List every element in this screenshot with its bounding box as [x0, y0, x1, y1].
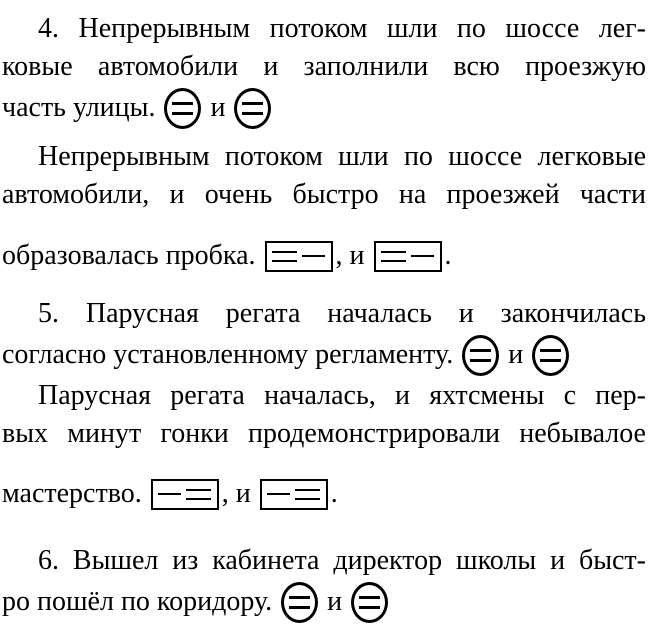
- line-text: ро пошёл по коридору.: [2, 586, 273, 617]
- exercise-5-compound-scheme-line: [2, 476, 646, 512]
- double-line-glyph: [242, 102, 263, 115]
- single-line-glyph: [411, 255, 434, 257]
- predicate-circle-icon: [462, 335, 499, 376]
- period-text: .: [330, 478, 338, 509]
- double-line-glyph: [172, 102, 193, 115]
- predicate-circle-icon: [164, 88, 201, 129]
- double-line-glyph: [470, 349, 491, 362]
- exercise-6-line-1: 6. Вышел из кабинета директор школы и быст-: [38, 545, 646, 576]
- conjunction-text: и: [508, 339, 524, 370]
- exercise-4-compound-scheme-line: [2, 238, 646, 274]
- exercise-5-compound-line-2: вых минут гонки продемонстрировали небывалое: [2, 418, 646, 449]
- exercise-4-compound-line-2: автомобили, и очень быстро на проезжей части: [2, 179, 646, 210]
- single-line-glyph: [267, 493, 290, 495]
- double-line-glyph: [289, 596, 310, 609]
- period-text: .: [444, 240, 452, 271]
- double-line-glyph: [381, 251, 406, 262]
- double-line-glyph: [540, 349, 561, 362]
- double-line-glyph: [359, 596, 380, 609]
- exercise-5-line-1: 5. Парусная регата началась и закончилась: [38, 298, 646, 329]
- clause-box-icon: [374, 241, 442, 272]
- predicate-circle-icon: [532, 335, 569, 376]
- double-line-glyph: [272, 251, 297, 262]
- exercise-5-scheme-line: [2, 333, 646, 377]
- predicate-circle-icon: [351, 582, 388, 623]
- single-line-glyph: [158, 493, 181, 495]
- double-line-glyph: [295, 489, 320, 500]
- clause-box-icon: [151, 479, 219, 510]
- double-line-glyph: [186, 489, 211, 500]
- clause-box-icon: [260, 479, 328, 510]
- conjunction-text: , и: [221, 478, 251, 509]
- exercise-4-scheme-line: [2, 86, 646, 130]
- predicate-circle-icon: [234, 88, 271, 129]
- line-text: согласно установленному регламенту.: [2, 339, 454, 370]
- line-text: часть улицы.: [2, 92, 156, 123]
- clause-box-icon: [265, 241, 333, 272]
- predicate-circle-icon: [281, 582, 318, 623]
- line-text: мастерство.: [2, 478, 142, 509]
- line-text: образовалась пробка.: [2, 240, 256, 271]
- conjunction-text: и: [210, 92, 226, 123]
- exercise-5-compound-line-1: Парусная регата началась, и яхтсмены с пер-: [38, 380, 646, 411]
- exercise-6-scheme-line: [2, 580, 646, 624]
- single-line-glyph: [302, 255, 325, 257]
- conjunction-text: , и: [335, 240, 365, 271]
- conjunction-text: и: [327, 586, 343, 617]
- exercise-4-compound-line-1: Непрерывным потоком шли по шоссе легковые: [38, 141, 646, 172]
- exercise-4-line-2: ковые автомобили и заполнили всю проезжую: [2, 51, 646, 82]
- exercise-4-line-1: 4. Непрерывным потоком шли по шоссе лег-: [38, 13, 646, 44]
